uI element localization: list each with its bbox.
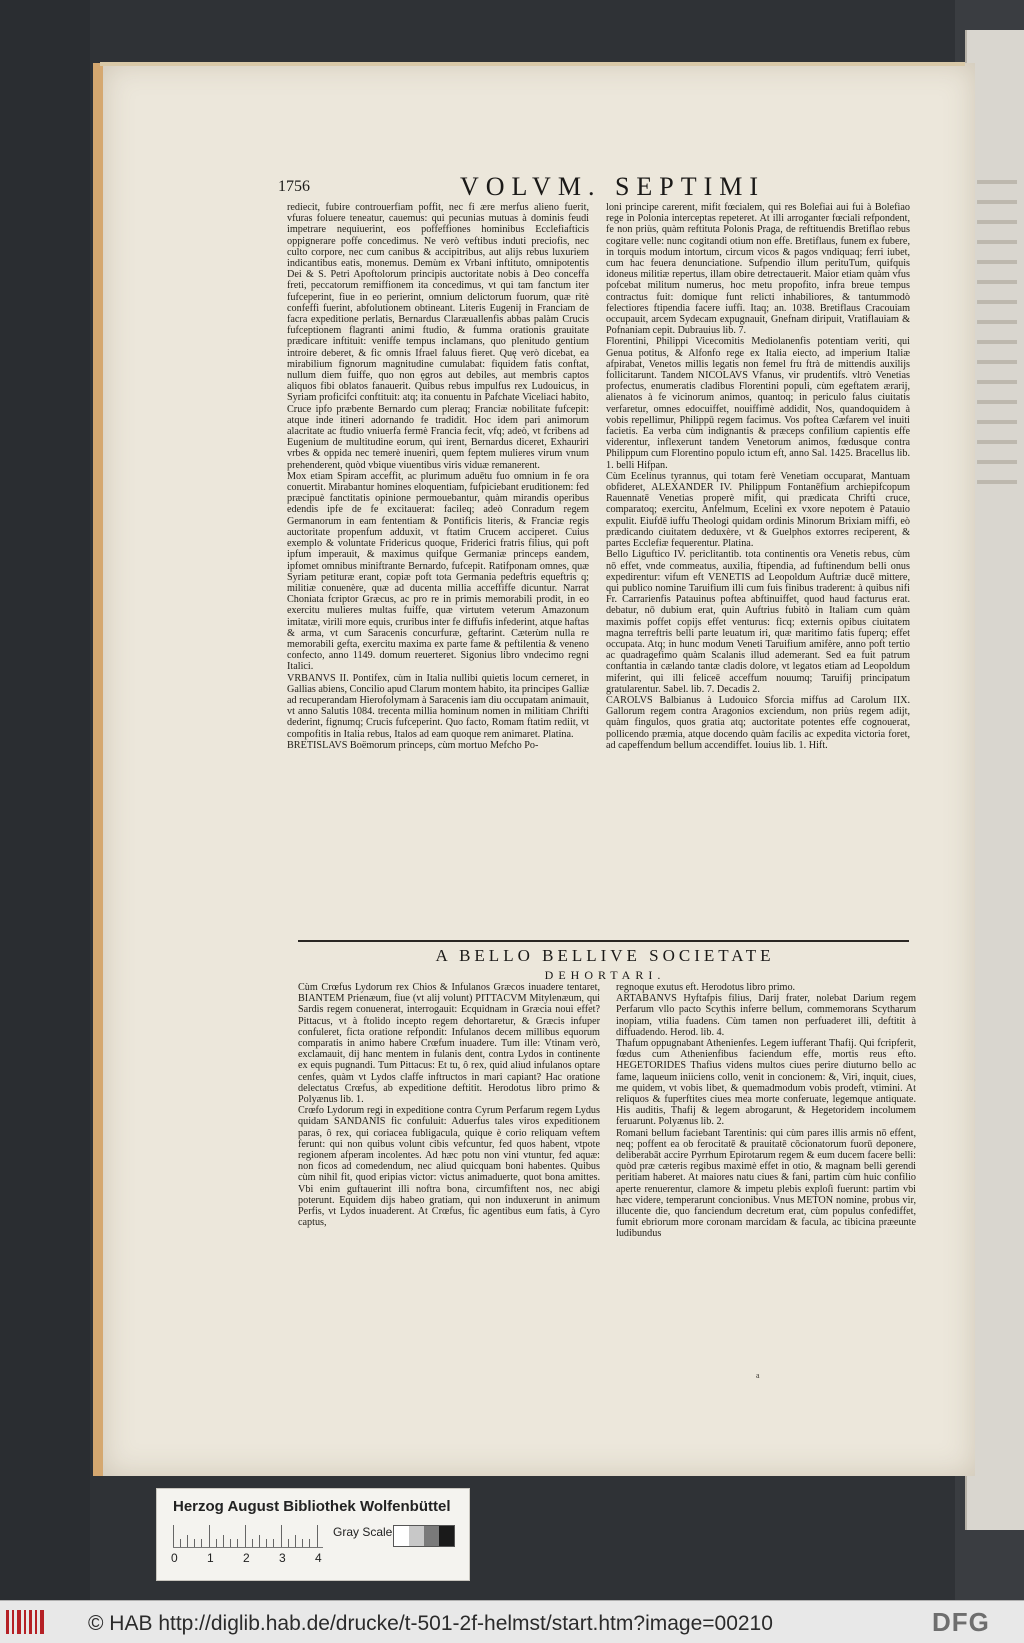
section-heading bbox=[300, 946, 910, 983]
copyright-link[interactable]: © HAB http://diglib.hab.de/drucke/t-501-2f-helmst/start.htm?image=00210 bbox=[88, 1612, 773, 1635]
library-name: Herzog August Bibliothek Wolfenbüttel bbox=[173, 1498, 451, 1515]
section-divider bbox=[298, 940, 909, 942]
right-column-top bbox=[606, 202, 910, 936]
right-column-bottom bbox=[616, 982, 916, 1302]
ruler-label: 0 bbox=[171, 1551, 178, 1565]
paragraph: VRBANVS II. Pontifex, cùm in Italia nullibi quietis locum cerneret, in Gallias abiens, Concilio apud Clarum montem habito, ita principes Galliæ ad recuperandam Hierofolymam à Saracenis iam diu occupatam animauit, vt anno Salutis 1084. trecenta millia hominum nomen in militiam Chrifti dederint, fignumq; Crucis fufceperint. Quo facto, Romam ftatim rediit, vt compofitis in Italia rebus, Italos ad eam quoque rem animaret. Platina. bbox=[287, 672, 589, 740]
scale-ruler bbox=[173, 1525, 323, 1548]
paragraph: Cùm Crœfus Lydorum rex Chios & Infulanos Græcos inuadere tentaret, BIANTEM Prienæum, fiue (vt alij volunt) PITTACVM Mitylenæum, qui Sardis regem conuenerat, interrogauit: Ecquidnam in Græcia noui effet? Pittacus, vt à ftolido incepto regem dehortaretur, & Græcis infuper confuleret, ficta oratione refpondit: Infulanos decem millibus equorum comparatis in animo habere Crœfum inuadere. Tum ille: Vtinam verò, exclamauit, dij hanc mentem in fulanis dent, contra Lydos in continente ex equis pugnandi. Tum Pittacus: Et tu, ô rex, quid aliud infulanos optare cenfes, quàm vt Lydos claffe inftructos in mari capiant? Hac oratione delectatus Crœfus, ab expeditione deftitit. Herodotus libro primo & Polyænus lib. 1. bbox=[298, 982, 600, 1106]
paragraph: Florentini, Philippi Vicecomitis Mediolanenfis potentiam veriti, qui Genua potitus, & Alfonfo rege ex Italia eiecto, ad imperium Italiæ afpirabat, Venetos millis legatis non femel fru ftrà de mittendis auxilijs follicitarunt. Tandem NICOLAVS Vfanus, vir prudentifs. vltrò Venetias profectus, enumeratis cladibus Florentini populi, cùm egeftatem ærarij, alienatos à fe vicinorum animos, quantoq; in periculo falus ciuitatis verfaretur, omnes edocuiffet, nouiffimè addidit, Nos, quandoquidem à vobis repellimur, Philippū regem facimus. Vos poftea Cæfarem vel inuiti facietis. Ea verba cùm indignantis & præceps confilium capientis effe viderentur, inflexerunt tandem Venetorum animos, fœdusque contra Philippum cum Florentino populo ictum eft, anno Sal. 1425. Bracellus lib. 1. belli Hifpan. bbox=[606, 336, 910, 471]
grayscale-label: Gray Scale bbox=[333, 1525, 393, 1539]
left-column-top bbox=[287, 202, 589, 936]
ruler-label: 1 bbox=[207, 1551, 214, 1565]
section-title-line1: A BELLO BELLIVE SOCIETATE bbox=[435, 946, 775, 965]
paragraph: regnoque exutus eft. Herodotus libro primo. bbox=[616, 982, 796, 993]
page-number: 1756 bbox=[278, 178, 310, 195]
section-title-line2: DEHORTARI. bbox=[544, 968, 666, 982]
grayscale-swatch bbox=[393, 1525, 455, 1547]
paragraph: rediecit, fubire controuerfiam poffit, nec fi ære merfus alieno fuerit, vfuras foluere teneatur, cauemus: qui pecunias mutuas à dominis feudi impetrare nequiuerint, eos poffeffiones hominibus Ecclefiafticis oppignerare poffe concedimus. Ne verò veftibus induti preciofis, nec culto corpore, nec cum canibus & accipitribus, aut alijs rebus luxuriem indicantibus eatis, monemus. Demùm ex Vrbani inftituto, omnipotentis Dei & S. Petri Apoftolorum principis auctoritate nobis à Deo conceffa freti, peccatorum remiffionem ita concedimus, vt qui tam fanctum iter fufceperint, fiue in eo perierint, omnium delictorum fuorum, quæ ritè confeffi fuerint, abfolutionem obtineant. Literis Eugenij in Franciam de facra expeditione perlatis, Bernardus Claræuallenfis abbas palàm Crucis fufceptionem flagranti animi ftudio, & fumma orationis grauitate prædicare inftituit: veniffe tempus inclamans, quo plenitudo gentium introire deberet, & fic omnis Ifrael faluus fieret. Quę verò dicebat, ea mirabilium fignorum magnitudine cumulabat: fiquidem fatis conftat, nullum diem fuiffe, quo non ęgros aut debiles, aut membris captos aliquos fibi oblatos fanauerit. Quibus rebus impulfus rex Ludouicus, in Syriam proficifci conftituit: atq; ita conuentu in Pafchate Viceliaci habito, Cruce ipfo præbente Bernardo cum pleraq; Franciæ nobilitate fufcepit: atque inde itineri adornando fe tradidit. Hoc idem pari animorum alacritate ac ftudio vniuerfa fermè Francia fecit, vfq; adeò, vt fcribens ad Eugenium de multitudine eorum, qui irent, Bernardus diceret, Exhauriri vrbes & oppida nec temerè inueniri, quem feptem mulieres virum vnum prehenderent, quòd vbique viuentibus viris viduæ remanerent. bbox=[287, 202, 589, 471]
paragraph: Crœfo Lydorum regi in expeditione contra Cyrum Perfarum regem Lydus quidam SANDANIS fic confuluit: Aduerfus tales viros expeditionem paras, ô rex, qui coriacea fubligacula, quique è corio reliquam veftem ferunt: qui non quibus volunt cibis vefcuntur, fed quos habent, vtpote regionem afperam incolentes. Ad hæc potu non vini vtuntur, fed aquæ: non ficos ad comedendum, nec aliud quicquam boni habentes. Quibus cùm nihil fit, quod eripias victor: victus animaduerte, quot bona amittes. Vbi enim guftauerint illi noftra bona, circumfiftent nos, nec abigi poterunt. Equidem dijs habeo gratiam, qui non induxerunt in animum Perfis, vt Lydos inuaderent. At Crœfus, fic agentibus eum fatis, à Cyro captus, bbox=[298, 1105, 600, 1229]
page-header bbox=[278, 172, 898, 206]
paragraph: Romani bellum faciebant Tarentinis: qui cùm pares illis armis nō effent, neq; poffent ea ob ferocitatē & prauitatē cōcionatorum fuorū deponere, deliberabāt accire Pyrrhum Epirotarum regem & eum ducem facere belli: quòd præ cæteris regibus maximè effet in otio, & magnam belli gerendi peritiam haberet. At maiores natu ciues & fani, partim cùm huic confilio aperte renuerentur, clamore & impetu plebis exploſi fuerunt: partim vbi hæc videre, temperarunt concionibus. Vnus METON nomine, probus vir, illucente die, quo fanciendum decretum erat, cùm populus confediffet, fumit ebriorum more coronam marcidam & facula, ac tibicina præeunte ludibundus bbox=[616, 1127, 916, 1240]
library-label bbox=[156, 1488, 470, 1581]
paragraph: Thafum oppugnabant Athenienfes. Legem iufferant Thafij. Qui fcripferit, fœdus cum Athenienfibus faciendum effe, mortis reus efto. HEGETORIDES Thafius videns multos ciues perire diuturno bello ac fame, laqueum iniiciens collo, venit in concionem: &, Viri, inquit, ciues, me quidem, vt vobis libet, & quemadmodum vobis prodeft, vtimini. At reliquos & fuperftites ciues mea morte conferuate, legemque antiquate. His auditis, Thafij & legem abrogarunt, & Hegetoridem incolumem feruarunt. Polyænus lib. 2. bbox=[616, 1038, 916, 1128]
footer-bar bbox=[0, 1600, 1024, 1643]
paragraph: Mox etiam Spiram acceffit, ac plurimum aduētu fuo omnium in fe ora conuertit. Mirabantur homines eloquentiam, fufpiciebant eruditionem: fed præcipuè fanctitatis opinione permouebantur, quàm mirandis operibus edendis ipfe de fe excitauerat: facileq; adeò Conradum regem Germanorum in eam fententiam & Pontificis literis, & Franciæ regis auctoritate propenfum adduxit, vt ftatim Crucem acciperet. Cuius exemplo & voluntate Fridericus quoque, Friderici fratris filius, qui poft ipfum imperauit, & maximus quifque Germaniæ princeps eandem, ipfomet omnibus miniftrante Bernardo, fufcepit. Ratifponam omnes, quæ Syriam petituræ erant, copiæ poft tota Germania pedeftris equeftris q; militiæ conuenère, quæ ad ducenta millia acceffiffe dicuntur. Narrat Choniata fcriptor Græcus, ac pro re in primis memorabili prodit, in eo exercitu mulieres multas fuiffe, quæ virtutem veterum Amazonum imitatæ, virili more equis, cruribus inter fe diffufis infederint, atque haftas & arma, vt cum Saracenis concurfuræ, geftarint. Cæterùm nulla re memorabili gefta, exercitu maxima ex parte fame & peftilentia & veneno confecto, anno 1149. domum reuerteret. Sigonius libro vndecimo regni Italici. bbox=[287, 470, 589, 673]
hab-barcode-logo-icon bbox=[6, 1610, 46, 1634]
ruler-label: 2 bbox=[243, 1551, 250, 1565]
viewer-background-left bbox=[0, 0, 90, 1600]
ruler-labels bbox=[169, 1551, 329, 1567]
dfg-logo: DFG bbox=[932, 1607, 990, 1637]
running-title: VOLVM. SEPTIMI bbox=[460, 172, 766, 201]
paragraph: Cùm Ecelinus tyrannus, qui totam ferè Venetiam occuparat, Mantuam obfideret, ALEXANDER IV. Philippum Fontanēfium archiepifcopum Rauennatē Venetias properè mifit, qui prædicata Chrifti cruce, comparatoq; exercitu, Anfelmum, Ecelini ex vxore nepotem è Patauio expulit. Eiufdē iuffu Theologi quidam ordinis Minorum Brixiam miffi, eò prædicando ciuitatem deduxère, vt & Guelphos extorres reciperent, & partes Ecclefiæ fequerentur. Platina. bbox=[606, 470, 910, 550]
signature-mark: a bbox=[756, 1371, 760, 1380]
paragraph: loni principe carerent, mifit fœcialem, qui res Bolefiai aui fui à Bolefiao rege in Polonia interceptas repeteret. At illi arroganter fœciali refpondent, fe non priùs, quàm reftituta Polonis Praga, de reftituendis Bretiflao rebus cogitare velle: nunc cogitandi otium non effe. Bretiflaus, funem ex fubere, in torquis modum intortum, circum vicos & pagos vndiquaq; ferri iubet, cum hac feuera denunciatione. Sufpendio illum perituTum, quifquis idoneus militiæ repertus, illam obire detrectauerit. Maior etiam quàm vfus pofcebat militum numerus, hoc metu propofito, infra breue tempus contractus fuit: domique funt relicti inhabiliores, & tantummodò felectiores ftipendia facere iuffi. Itaq; an. 1038. Bretiflaus Cracouiam occupauit, arcem Sydecam expugnauit, Gnefnam diripuit, Vratiflauiam & Pofnaniam cepit. Dubrauius lib. 7. bbox=[606, 202, 910, 337]
page-fold bbox=[100, 62, 965, 66]
paragraph: BRETISLAVS Boëmorum princeps, cùm mortuo Mefcho Po- bbox=[287, 739, 539, 751]
paragraph: Bello Liguftico IV. periclitantib. tota continentis ora Venetis rebus, cùm nō effet, vnde commeatus, auxilia, ftipendia, ad fuftinendum belli onus expedirentur: vifum eft VENETIS ad Leopoldum Auftriæ ducē mittere, qui publico nomine Taruifium illi cum fuis finibus traderent: à quibus nifi Fr. Carrarienfis Patauinus poftea abftinuiffet, quod haud facturus erat. debatur, nō dubium erat, quin Auftrius fubitò in Italiam cum quàm maximis poffet copijs effet venturus: ficq; externis opibus ciuitatem magna terreftris belli parte leuatum iri, quæ maritimo fatis fuperq; effet occupata. Atq; in hunc modum Veneti Taruifium amifère, anno poft tertio ac quadragefimo quàm Scalanis illud ademerant. Sed ea fuit patrum conftantia in cælando tantæ cladis dolore, vt legatos etiam ad Leopoldum miferint, qui illi feliceē acceffum nouumq; Taruifij principatum gratularentur. Sabel. lib. 7. Decadis 2. bbox=[606, 549, 910, 695]
left-column-bottom bbox=[298, 982, 600, 1302]
ruler-label: 3 bbox=[279, 1551, 286, 1565]
paragraph: CAROLVS Balbianus à Ludouico Sforcia miffus ad Carolum IIX. Gallorum regem contra Aragonios exciendum, non priùs regem adijt, quàm fingulos, quos gratia atq; auctoritate potentes effe cognouerat, pollicendo præmia, atque docendo quàm facilis ac expedita victoria foret, ad capeffendum bellum accendiffet. Iouius lib. 1. Hift. bbox=[606, 694, 910, 751]
paragraph: ARTABANVS Hyftafpis filius, Darij frater, nolebat Darium regem Perfarum vllo pacto Scythis inferre bellum, commemorans Scytharum inopiam, vtilia fuadens. Cùm tamen non perfuaderet illi, deftitit à diffuadendo. Herod. lib. 4. bbox=[616, 993, 916, 1038]
ruler-label: 4 bbox=[315, 1551, 322, 1565]
